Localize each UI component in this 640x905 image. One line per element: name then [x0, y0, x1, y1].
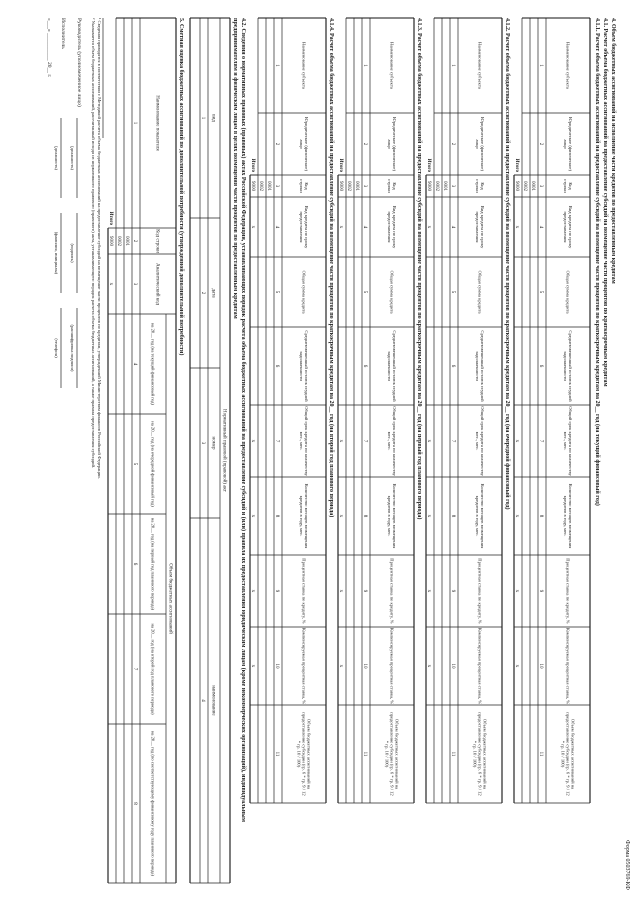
table-4-1-3-col-number: 9 [362, 589, 367, 593]
table-4-2-col-number: 4 [200, 699, 205, 702]
table-5-year-header: на 20__ год (на второй год планового периода) [150, 623, 156, 715]
table-4-1-1-col-number: 9 [538, 589, 543, 593]
table-4-1-3-header-7: Общий срок кредита по количествумес., мес. [386, 406, 397, 476]
table-4-1-1-col-number: 6 [538, 364, 543, 368]
table-4-1-2-col-number: 6 [450, 364, 455, 368]
table-4-1-4-col-number: 4 [274, 225, 279, 229]
cross-mark: x [514, 225, 520, 229]
cross-mark: x [250, 439, 256, 443]
table-4-1-4-header-7: Общий срок кредита по количествумес., мес. [298, 406, 309, 476]
table-4-2-header-2: дата [210, 288, 216, 298]
table-4-1-2-col-number: 11 [450, 751, 455, 757]
signature-caption: (должность) [70, 145, 75, 171]
section-4-heading-line: 4.1. Расчет объема бюджетных ассигнований на предоставление субсидий на возмещение части процентов по краткосрочным кредитам [602, 18, 608, 387]
table-4-1-2-total-code: 9000 [426, 181, 431, 191]
table-4-2-col-number: 2 [200, 291, 205, 295]
cross-mark: x [250, 225, 256, 229]
table-5-header-name: Наименование показателя [154, 95, 160, 151]
table-5-total-code: 9000 [108, 236, 113, 246]
table-5-year-header: на 20__ год (на первый год планового периода) [150, 517, 156, 611]
table-4-1-3-header-8: Количество месяцев возмещениякредитов в году, мес. [386, 483, 397, 549]
cross-mark: x [338, 589, 344, 593]
table-4-1-4-col-number: 8 [274, 514, 279, 518]
table-4-1-1-col-number: 10 [538, 663, 543, 669]
table-4-1-1-col-number: 7 [538, 439, 543, 443]
table-5-year-header: на 20__ год (на текущий финансовый год) [150, 322, 156, 406]
table-4-1-2-header-1: Наименование субъекта [477, 42, 483, 89]
table-4-1-1-header-6: Средневзвешенный остаток ссуднойзадолженности [562, 330, 573, 402]
table-5-row-code: 0002 [116, 236, 121, 246]
signature-head-label: Руководитель (уполномоченное лицо) [76, 18, 82, 107]
table-5-col-number: 2 [132, 239, 137, 243]
table-5-group-header: Объем бюджетных ассигнований [167, 563, 173, 634]
table-4-1-2-col-number: 8 [450, 514, 455, 518]
table-4-1-4-header-8: Количество месяцев возмещениякредитов в году, мес. [298, 483, 309, 549]
table-4-1-4-header-4: Вид кредита по срокупредоставления [298, 205, 309, 249]
table-4-1-3-col-number: 11 [362, 751, 367, 757]
table-4-1-1-header-3: Кодстроки [562, 179, 573, 193]
table-4-1-4-col-number: 11 [274, 751, 279, 757]
footnote-text: ² Указывается объем бюджетных ассигнований, рассчитанный исходя из нормативного правового (правового) акта, устанавливающего порядок расчета объема бюджетных ассигнований, а также правила предоставления субсидий. [91, 18, 96, 469]
cross-mark: x [426, 514, 432, 518]
table-4-1-2-header-8: Количество месяцев возмещениякредитов в году, мес. [474, 483, 485, 549]
section-4-heading-line: 4. Объем бюджетных ассигнований на исполнение части кредитов по предоставленным кредитам [610, 18, 616, 284]
table-4-1-4-col-number: 5 [274, 290, 279, 294]
table-4-1-3-col-number: 10 [362, 663, 367, 669]
table-4-1-3-total-label: Итого [338, 158, 343, 172]
table-4-1-4-header-2: Юридическое (физическое)лицо [298, 117, 309, 171]
table-4-2-col-number: 1 [200, 116, 205, 120]
table-4-1-1-row-code: 0001 [530, 181, 535, 191]
cross-mark: x [514, 664, 520, 668]
table-5-col-number: 7 [132, 667, 137, 671]
signature-executor-label: Исполнитель [60, 18, 66, 49]
table-5-year-header: на 20__ год (по соответствующему финансовому году планового периода) [150, 730, 156, 877]
table-4-1-1-col-number: 11 [538, 751, 543, 757]
table-4-1-3-col-number: 8 [362, 514, 367, 518]
table-4-1-3-row-code: 0001 [354, 181, 359, 191]
signature-caption: (должность) [54, 145, 59, 171]
section-4-heading-line: 4.1.1. Расчет объема бюджетных ассигнований на предоставление субсидий на возмещение части процентов по краткосрочным кредитам на 20__ год (на текущий финансовый год) [594, 18, 600, 506]
table-5-col-number: 3 [132, 282, 137, 286]
table-4-1-4-header-5: Общая сумма кредита [301, 270, 307, 314]
table-4-1-3-header-9: Процентная ставка по кредиту, % [389, 558, 395, 624]
table-5-header-analytic: Аналитический код [154, 263, 160, 305]
table-4-1-2-total-label: Итого [426, 158, 431, 172]
cross-mark: x [338, 225, 344, 229]
table-4-1-3-header-2: Юридическое (физическое)лицо [386, 117, 397, 171]
table-4-1-4-col-number: 2 [274, 142, 279, 146]
table-4-1-1-header-9: Процентная ставка по кредиту, % [565, 558, 571, 624]
signature-caption: (расшифровка подписи) [70, 324, 75, 372]
table-4-1-1-header-7: Общий срок кредита по количествумес., мес. [562, 406, 573, 476]
cross-mark: x [426, 225, 432, 229]
table-4-1-4-col-number: 1 [274, 64, 279, 67]
table-4-1-2-header-5: Общая сумма кредита [477, 270, 483, 314]
table-4-1-1-total-label: Итого [514, 158, 519, 172]
table-4-1-4-col-number: 7 [274, 439, 279, 443]
table-4-1-2-header-4: Вид кредита по срокупредоставления [474, 205, 485, 249]
table-4-1-4-header-3: Кодстроки [298, 179, 309, 193]
table-4-1-3-header-6: Средневзвешенный остаток ссуднойзадолженности [386, 330, 397, 402]
table-4-1-2-col-number: 10 [450, 663, 455, 669]
section-5-heading: 5. Сметная оценка бюджетных ассигнований по дополнительной потребности (утвержденной дополнительной потребности) [178, 18, 184, 356]
table-4-1-1-col-number: 3 [538, 184, 543, 188]
cross-mark: x [514, 514, 520, 518]
section-4-2-heading-line: 4.2. Сведения о нормативных правовых (правовых) актах Российской Федерации, устанавливающих порядок расчета объема бюджетных ассигнований на предоставление субсидий и (или) правила их предоставления юридическим лицам (кроме некоммерческих организаций), индивидуальным [240, 18, 246, 822]
table-5-col-number: 5 [132, 462, 137, 466]
table-4-1-2-col-number: 3 [450, 184, 455, 188]
table-5-col-number: 4 [132, 362, 137, 366]
table-5-header-code: Код строки [154, 229, 160, 253]
table-4-1-1-header-10: Компенсируемая процентная ставка, % [565, 627, 571, 705]
table-4-1-1-col-number: 4 [538, 225, 543, 229]
cross-mark: x [250, 664, 256, 668]
cross-mark: x [426, 589, 432, 593]
table-5-row-code: 0001 [124, 236, 129, 246]
table-4-1-4-header-6: Средневзвешенный остаток ссуднойзадолженности [298, 330, 309, 402]
table-4-1-2-header-11: Объем бюджетных ассигнований напредоставление субсидии (гр. 6 * гр. 9 / 12* гр. 10 / 100) [472, 712, 488, 796]
cross-mark: x [108, 282, 114, 286]
table-4-1-1-col-number: 5 [538, 290, 543, 294]
table-4-1-2-row-code: 0002 [434, 181, 439, 191]
table-4-1-2-header-9: Процентная ставка по кредиту, % [477, 558, 483, 624]
table-5-col-number: 1 [132, 121, 137, 125]
table-4-1-3-col-number: 1 [362, 64, 367, 67]
table-4-1-2-header-6: Средневзвешенный остаток ссуднойзадолженности [474, 330, 485, 402]
table-4-1-4-total-code: 9000 [250, 181, 255, 191]
section-4-1-3-heading: 4.1.3. Расчет объема бюджетных ассигнований на предоставление субсидий на возмещение части процентов по краткосрочным кредитам на 20__ год (на первый год планового периода) [416, 18, 422, 520]
table-4-1-3-total-code: 9000 [338, 181, 343, 191]
table-4-1-3-col-number: 3 [362, 184, 367, 188]
table-4-2-col-number: 3 [200, 441, 205, 445]
cross-mark: x [426, 439, 432, 443]
table-4-1-3-col-number: 2 [362, 142, 367, 146]
cross-mark: x [250, 514, 256, 518]
table-4-1-4-header-9: Процентная ставка по кредиту, % [301, 558, 307, 624]
table-4-1-3-row-code: 0002 [346, 181, 351, 191]
table-4-1-1-col-number: 1 [538, 64, 543, 67]
table-4-2-group-header: Нормативный правовой (правовой) акт [221, 409, 227, 492]
table-4-1-1-header-2: Юридическое (физическое)лицо [562, 117, 573, 171]
cross-mark: x [514, 589, 520, 593]
table-4-1-3-col-number: 5 [362, 290, 367, 294]
table-4-1-2-col-number: 9 [450, 589, 455, 593]
cross-mark: x [250, 589, 256, 593]
table-4-1-2-col-number: 2 [450, 142, 455, 146]
table-4-1-4-col-number: 9 [274, 589, 279, 593]
table-4-1-1-header-1: Наименование субъекта [565, 42, 571, 89]
table-4-1-4-header-10: Компенсируемая процентная ставка, % [301, 627, 307, 705]
table-4-1-3-header-1: Наименование субъекта [389, 42, 395, 89]
table-4-1-1-col-number: 8 [538, 514, 543, 518]
section-4-1-4-heading: 4.1.4. Расчет объема бюджетных ассигнований на предоставление субсидий на возмещение части процентов по краткосрочным кредитам на 20__ год (на второй год планового периода) [328, 18, 334, 518]
table-4-1-1-header-4: Вид кредита по срокупредоставления [562, 205, 573, 249]
table-4-1-4-header-11: Объем бюджетных ассигнований напредоставление субсидии (гр. 6 * гр. 9 / 12* гр. 10 / 100) [296, 712, 312, 796]
table-4-2-header-4: наименование [210, 685, 216, 716]
signature-caption: (подпись) [70, 243, 75, 263]
table-4-1-3-header-3: Кодстроки [386, 179, 397, 193]
table-4-1-3-col-number: 7 [362, 439, 367, 443]
table-4-1-2-row-code: 0001 [442, 181, 447, 191]
table-4-1-2-col-number: 1 [450, 64, 455, 67]
table-4-1-2-header-3: Кодстроки [474, 179, 485, 193]
table-4-1-2-header-2: Юридическое (физическое)лицо [474, 117, 485, 171]
table-4-1-3-header-10: Компенсируемая процентная ставка, % [389, 627, 395, 705]
signature-caption: (фамилия, инициалы) [54, 231, 59, 275]
table-4-1-4-col-number: 10 [274, 663, 279, 669]
table-4-1-1-header-8: Количество месяцев возмещениякредитов в году, мес. [562, 483, 573, 549]
table-4-1-4-row-code: 0002 [258, 181, 263, 191]
form-code-label: Форма 0503769-КФ [624, 839, 630, 890]
table-4-1-1-header-11: Объем бюджетных ассигнований напредоставление субсидии (гр. 6 * гр. 9 / 12* гр. 10 / 100) [560, 712, 576, 796]
table-5-total-label: Итого [108, 211, 113, 225]
table-4-1-4-col-number: 6 [274, 364, 279, 368]
table-4-1-4-total-label: Итого [250, 158, 255, 172]
table-5-col-number: 8 [132, 802, 137, 805]
table-4-1-4-header-1: Наименование субъекта [301, 42, 307, 89]
cross-mark: x [426, 664, 432, 668]
section-4-1-2-heading: 4.1.2. Расчет объема бюджетных ассигнований на предоставление субсидий на возмещение части процентов по краткосрочным кредитам на 20__ год (на очередной финансовый год) [504, 18, 510, 510]
table-4-1-2-header-7: Общий срок кредита по количествумес., мес. [474, 406, 485, 476]
table-4-1-1-header-5: Общая сумма кредита [565, 270, 571, 314]
table-4-1-2-col-number: 5 [450, 290, 455, 294]
table-4-1-4-row-code: 0001 [266, 181, 271, 191]
footnote-text: ¹ Сведения приводятся в соответствии с Методикой расчета объема бюджетных ассигнований на предоставление субсидий на возмещение части процентов по кредитам, утвержденной Министерством финансов Российской Федерации. [97, 18, 102, 479]
table-4-2-header-1: вид [210, 114, 216, 122]
cross-mark: x [338, 514, 344, 518]
table-4-2-header-3: номер [210, 436, 216, 450]
section-4-2-heading-line: предпринимателям и физическим лицам в целях возмещения части процентов по предоставленным кредитам [232, 18, 238, 319]
signature-date: «___» __________ 20__ г. [46, 18, 52, 78]
table-4-1-4-col-number: 3 [274, 184, 279, 188]
table-4-1-2-col-number: 4 [450, 225, 455, 229]
table-4-1-1-col-number: 2 [538, 142, 543, 146]
cross-mark: x [338, 439, 344, 443]
table-4-1-3-col-number: 4 [362, 225, 367, 229]
table-4-1-2-header-10: Компенсируемая процентная ставка, % [477, 627, 483, 705]
cross-mark: x [338, 664, 344, 668]
table-4-1-1-row-code: 0002 [522, 181, 527, 191]
table-4-1-2-col-number: 7 [450, 439, 455, 443]
table-4-1-3-header-4: Вид кредита по срокупредоставления [386, 205, 397, 249]
table-4-1-3-header-11: Объем бюджетных ассигнований напредоставление субсидии (гр. 6 * гр. 9 / 12* гр. 10 / 100) [384, 712, 400, 796]
table-4-1-3-header-5: Общая сумма кредита [389, 270, 395, 314]
table-5-year-header: на 20__ год (на очередной финансовый год) [150, 421, 156, 507]
table-4-1-3-col-number: 6 [362, 364, 367, 368]
signature-caption: (телефон) [54, 338, 59, 358]
cross-mark: x [514, 439, 520, 443]
table-4-1-1-total-code: 9000 [514, 181, 519, 191]
table-5-col-number: 6 [132, 562, 137, 566]
